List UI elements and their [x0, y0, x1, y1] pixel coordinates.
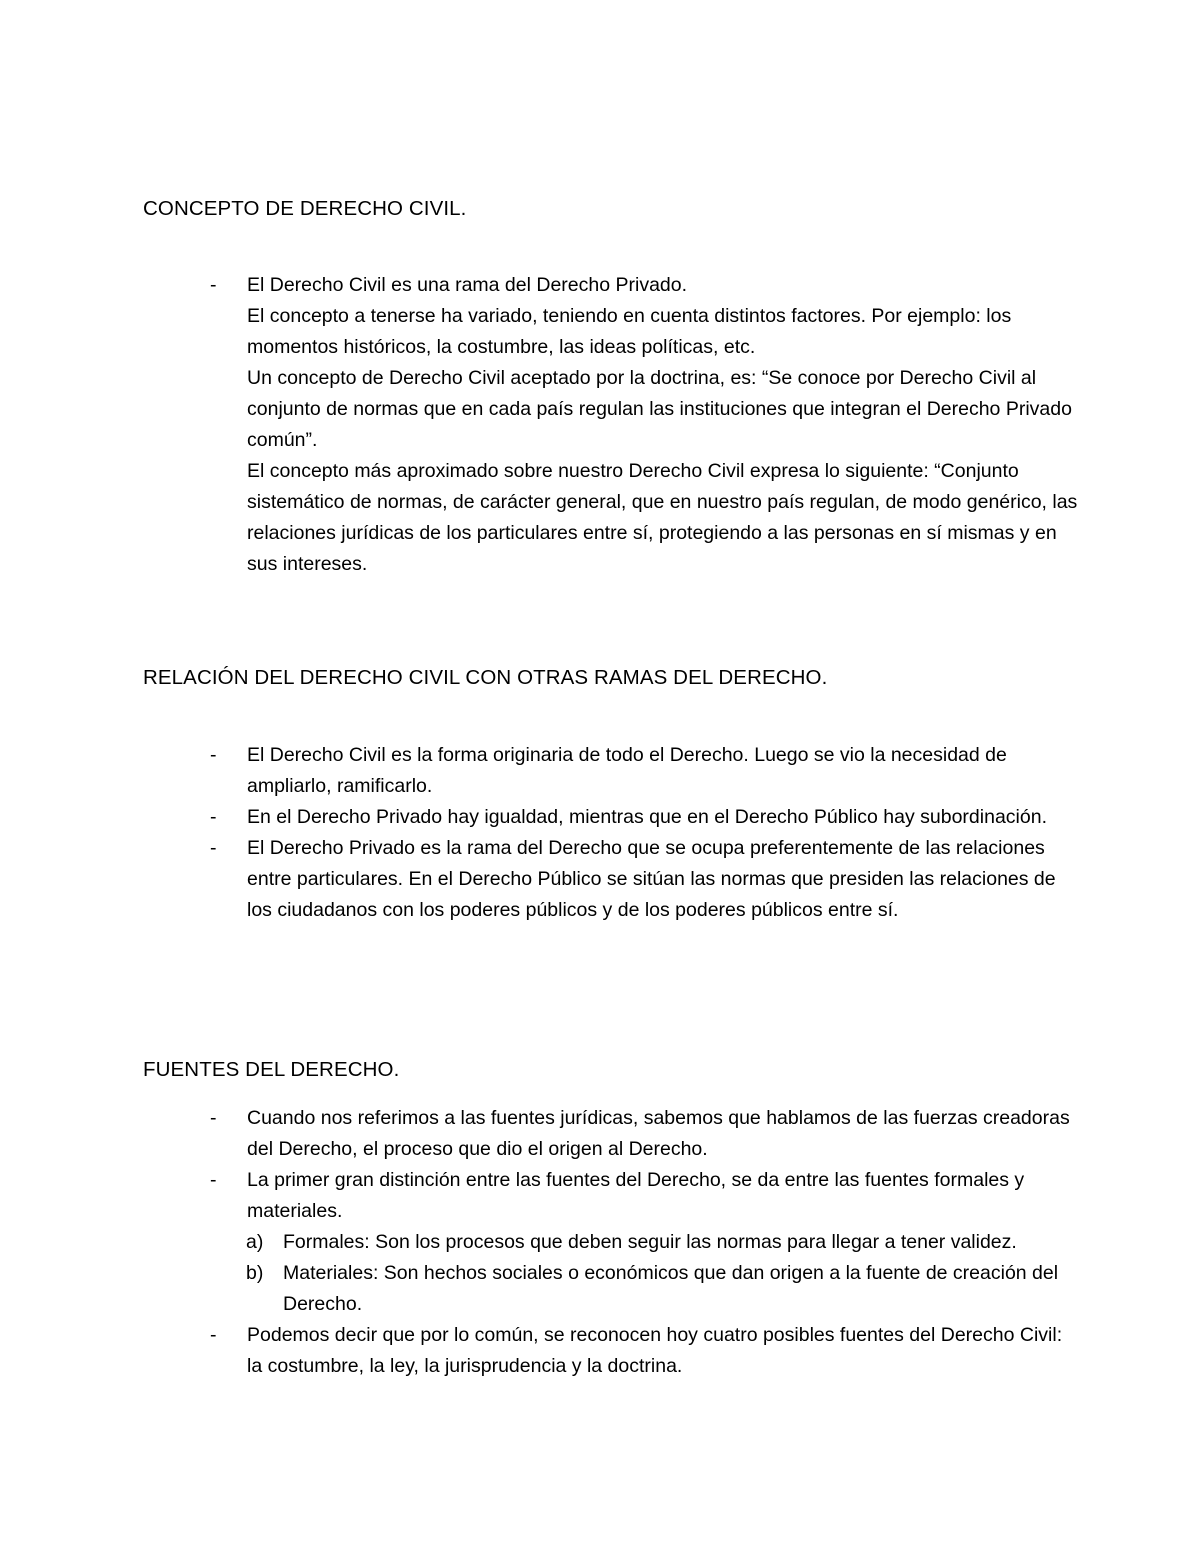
list-item — [210, 1103, 1080, 1165]
list-item-text: El Derecho Civil es la forma originaria de todo el Derecho. Luego se vio la necesidad de ampliarlo, ramificarlo. — [247, 744, 1007, 797]
sublist-marker: a) — [246, 1231, 264, 1253]
list-item — [210, 802, 1080, 833]
section-heading-fuentes: FUENTES DEL DERECHO. — [143, 1058, 400, 1081]
sublist-item — [210, 1258, 1080, 1320]
paragraph: Un concepto de Derecho Civil aceptado por la doctrina, es: “Se conoce por Derecho Civil al conjunto de normas que en cada país regulan las instituciones que integran el Derecho Privado común”. — [247, 367, 1072, 451]
list-item-text: El Derecho Privado es la rama del Derecho que se ocupa preferentemente de las relaciones entre particulares. En el Derecho Público se sitúan las normas que presiden las relaciones de los ciudadanos con los poderes públicos y de los poderes públicos entre sí. — [247, 837, 1056, 921]
dash-bullet: - — [210, 1107, 217, 1129]
sublist-item — [210, 1227, 1080, 1258]
section-heading-concepto: CONCEPTO DE DERECHO CIVIL. — [143, 197, 467, 220]
dash-bullet: - — [210, 837, 217, 859]
sublist-marker: b) — [246, 1262, 264, 1284]
section-list-relacion — [210, 740, 1080, 926]
list-item — [210, 1165, 1080, 1227]
list-item — [210, 833, 1080, 926]
sublist-item-text: Materiales: Son hechos sociales o económicos que dan origen a la fuente de creación del Derecho. — [283, 1262, 1059, 1315]
dash-bullet: - — [210, 806, 217, 828]
paragraph: El concepto más aproximado sobre nuestro Derecho Civil expresa lo siguiente: “Conjunto sistemático de normas, de carácter general, que en nuestro país regulan, de modo genérico, las relaciones jurídicas de los particulares entre sí, protegiendo a las personas en sí mismas y en sus intereses. — [247, 460, 1078, 575]
list-item-text: La primer gran distinción entre las fuentes del Derecho, se da entre las fuentes formales y materiales. — [247, 1169, 1025, 1222]
list-item-text: El Derecho Civil es una rama del Derecho Privado. — [247, 274, 688, 296]
list-item — [210, 740, 1080, 802]
section-list-concepto — [210, 270, 1080, 580]
dash-bullet: - — [210, 1169, 217, 1191]
list-item — [210, 270, 1080, 301]
dash-bullet: - — [210, 1324, 217, 1346]
list-item-text: Podemos decir que por lo común, se reconocen hoy cuatro posibles fuentes del Derecho Civil: la costumbre, la ley, la jurisprudencia y la doctrina. — [247, 1324, 1063, 1377]
list-item-text: Cuando nos referimos a las fuentes jurídicas, sabemos que hablamos de las fuerzas creadoras del Derecho, el proceso que dio el origen al Derecho. — [247, 1107, 1070, 1160]
list-item-text: En el Derecho Privado hay igualdad, mientras que en el Derecho Público hay subordinación. — [247, 806, 1047, 828]
dash-bullet: - — [210, 744, 217, 766]
list-item — [210, 1320, 1080, 1382]
section-heading-relacion: RELACIÓN DEL DERECHO CIVIL CON OTRAS RAMAS DEL DERECHO. — [143, 666, 828, 689]
section-list-fuentes — [210, 1103, 1080, 1382]
dash-bullet: - — [210, 274, 217, 296]
sublist-item-text: Formales: Son los procesos que deben seguir las normas para llegar a tener validez. — [283, 1231, 1017, 1253]
paragraph: El concepto a tenerse ha variado, teniendo en cuenta distintos factores. Por ejemplo: los momentos históricos, la costumbre, las ideas políticas, etc. — [247, 305, 1012, 358]
